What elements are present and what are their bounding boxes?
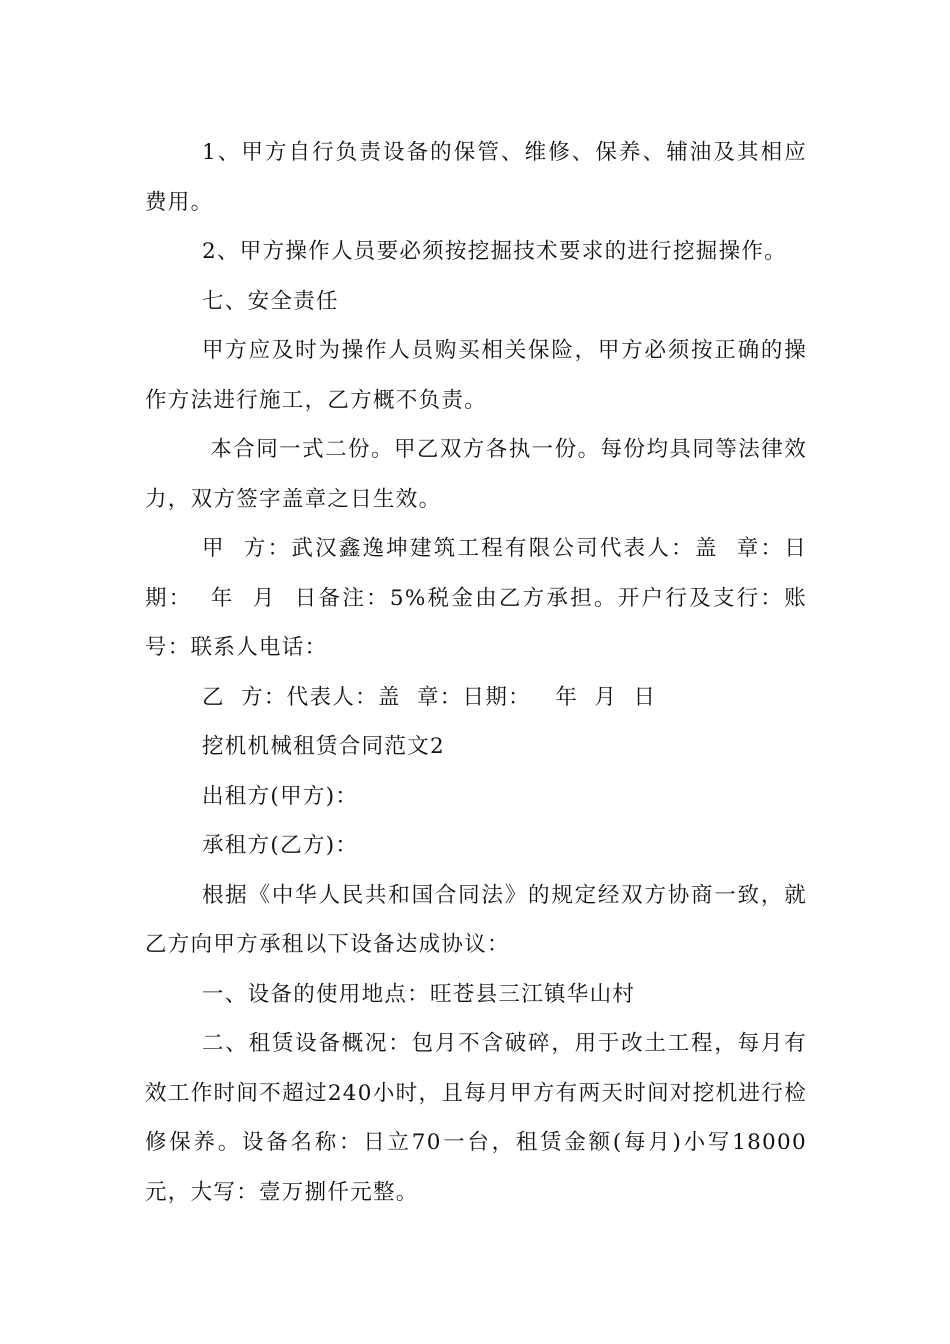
clause-maintenance: 1、甲方自行负责设备的保管、维修、保养、辅油及其相应费用。 xyxy=(145,140,807,215)
document-body xyxy=(145,128,807,1217)
clause-copies: 本合同一式二份。甲乙双方各执一份。每份均具同等法律效力，双方签字盖章之日生效。 xyxy=(145,437,807,512)
clause-operation: 2、甲方操作人员要必须按挖掘技术要求的进行挖掘操作。 xyxy=(202,239,787,264)
agreement-preamble: 根据《中华人民共和国合同法》的规定经双方协商一致，就乙方向甲方承租以下设备达成协议： xyxy=(145,882,807,957)
document-title-sample-2: 挖机机械租赁合同范文2 xyxy=(202,734,445,759)
lessor-line: 出租方(甲方)： xyxy=(202,783,359,809)
clause-insurance: 甲方应及时为操作人员购买相关保险，甲方必须按正确的操作方法进行施工，乙方概不负责。 xyxy=(145,338,807,413)
clause-equipment-overview: 二、租赁设备概况：包月不含破碎，用于改土工程，每月有效工作时间不超过240小时，且每月甲方有两天时间对挖机进行检修保养。设备名称：日立70一台，租赁金额(每月)小写18000元，大写：壹万捌仟元整。 xyxy=(145,1031,807,1205)
party-b-signature-block: 乙 方：代表人：盖 章：日期： 年 月 日 xyxy=(202,684,657,710)
section-heading-safety: 七、安全责任 xyxy=(202,288,339,314)
party-a-signature-block: 甲 方：武汉鑫逸坤建筑工程有限公司代表人：盖 章：日期： 年 月 日备注：5%税金由乙方承担。开户行及支行：账号：联系人电话： xyxy=(145,536,807,660)
clause-location: 一、设备的使用地点：旺苍县三江镇华山村 xyxy=(202,981,636,1007)
lessee-line: 承租方(乙方)： xyxy=(202,833,359,858)
